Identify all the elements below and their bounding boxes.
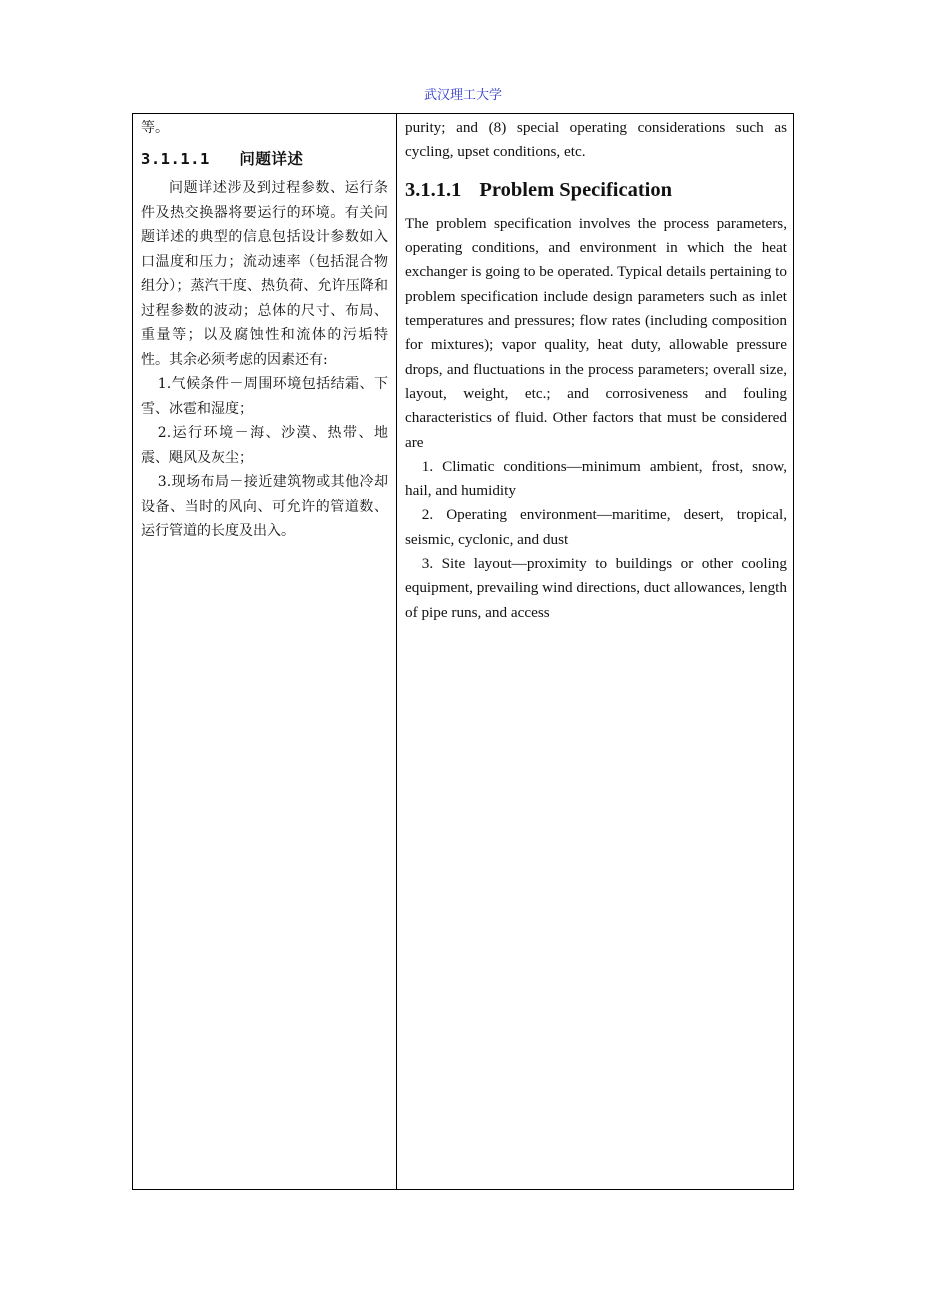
chinese-list-item: 1.气候条件－周围环境包括结霜、下雪、冰雹和湿度；: [141, 376, 388, 417]
chinese-section-heading: [141, 147, 388, 172]
english-list-item: 1. Climatic conditions—minimum ambient, frost, snow, hail, and humidity: [405, 457, 787, 500]
chinese-list-item: 2.运行环境－海、沙漠、热带、地震、飓风及灰尘；: [141, 425, 388, 466]
chinese-column: [133, 114, 397, 1189]
english-section-heading: [405, 178, 787, 202]
bilingual-table: [132, 113, 794, 1190]
english-list-item: 2. Operating environment—maritime, desert, tropical, seismic, cyclonic, and dust: [405, 506, 787, 548]
english-column: [397, 114, 793, 1189]
chinese-paragraph: 问题详述涉及到过程参数、运行条件及热交换器将要运行的环境。有关问题详述的典型的信息包括设计参数如入口温度和压力；流动速率（包括混合物组分）；蒸汽干度、热负荷、允许压降和过程参数的波动；总体的尺寸、布局、重量等；以及腐蚀性和流体的污垢特性。其余必须考虑的因素还有:: [141, 180, 388, 368]
chinese-list-item: 3.现场布局－接近建筑物或其他冷却设备、当时的风向、可允许的管道数、运行管道的长度及出入。: [141, 474, 388, 539]
english-heading-number: 3.1.1.1: [405, 178, 462, 201]
chinese-heading-text: 问题详述: [239, 149, 304, 168]
chinese-lead-in: 等。: [141, 120, 169, 136]
page-header: 武汉理工大学: [423, 88, 502, 103]
english-lead-in: purity; and (8) special operating considerations such as cycling, upset conditions, etc.: [405, 119, 787, 161]
chinese-heading-number: 3.1.1.1: [141, 149, 210, 168]
english-paragraph: The problem specification involves the process parameters, operating conditions, and environment in which the heat exchanger is going to be operated. Typical details pertaining to problem specification include design parameters such as inlet temperatures and pressures; flow rates (including composition for mixtures); vapor quality, heat duty, allowable pressure drops, and fluctuations in the process parameters; overall size, layout, weight, etc.; and corrosiveness and fouling characteristics of fluid. Other factors that must be considered are: [405, 214, 787, 451]
english-list-item: 3. Site layout—proximity to buildings or other cooling equipment, prevailing wind directions, duct allowances, length of pipe runs, and access: [405, 555, 787, 621]
english-heading-text: Problem Specification: [479, 178, 673, 201]
